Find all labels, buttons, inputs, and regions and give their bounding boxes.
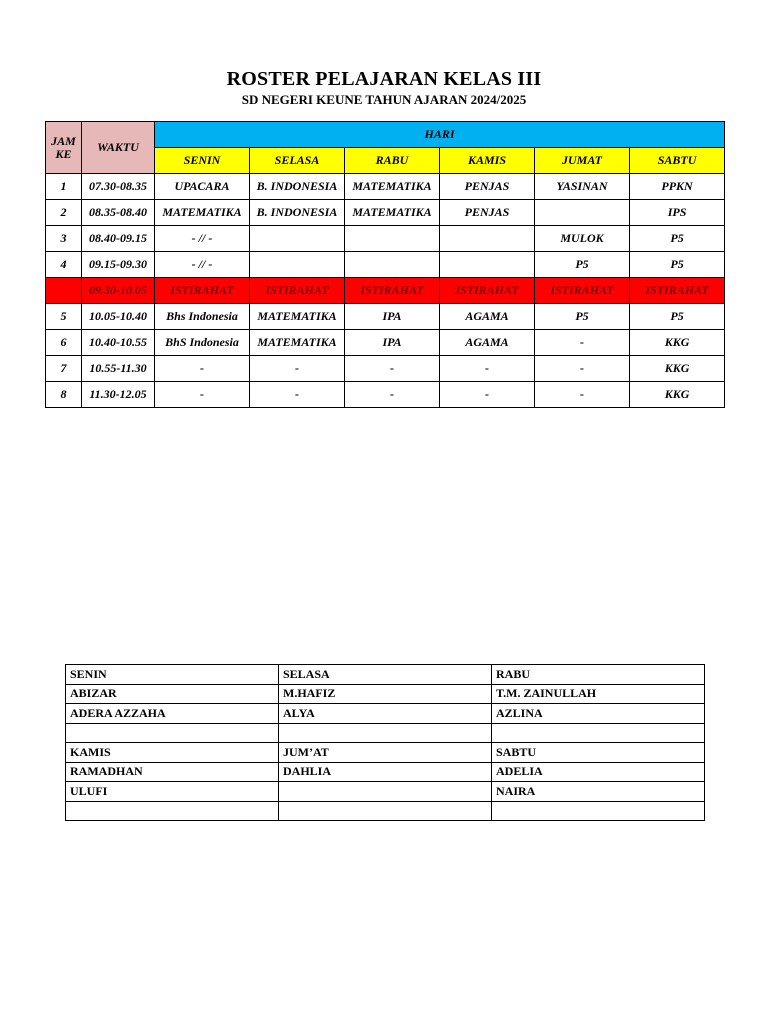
schedule-row bbox=[46, 200, 725, 226]
subject-cell: MATEMATIKA bbox=[345, 200, 440, 226]
duty-cell: RABU bbox=[492, 665, 705, 685]
day-header-sabtu: SABTU bbox=[630, 148, 725, 174]
subject-cell: AGAMA bbox=[440, 304, 535, 330]
subject-cell: KKG bbox=[630, 382, 725, 408]
duty-cell bbox=[66, 801, 279, 821]
subject-cell: IPA bbox=[345, 304, 440, 330]
duty-cell: KAMIS bbox=[66, 743, 279, 763]
duty-cell bbox=[279, 782, 492, 802]
duty-row bbox=[66, 782, 705, 802]
subject-cell: - // - bbox=[155, 252, 250, 278]
waktu-header: WAKTU bbox=[82, 122, 155, 174]
subject-cell: IPA bbox=[345, 330, 440, 356]
subject-cell bbox=[250, 252, 345, 278]
subject-cell: - bbox=[535, 356, 630, 382]
jam-cell: 4 bbox=[46, 252, 82, 278]
duty-cell: M.HAFIZ bbox=[279, 684, 492, 704]
subject-cell: P5 bbox=[535, 252, 630, 278]
subject-cell: - bbox=[345, 356, 440, 382]
jam-cell: 5 bbox=[46, 304, 82, 330]
day-header-rabu: RABU bbox=[345, 148, 440, 174]
subject-cell: - bbox=[250, 382, 345, 408]
subject-cell: PENJAS bbox=[440, 200, 535, 226]
subject-cell: B. INDONESIA bbox=[250, 174, 345, 200]
hari-header: HARI bbox=[155, 122, 725, 148]
duty-cell: ABIZAR bbox=[66, 684, 279, 704]
duty-row bbox=[66, 684, 705, 704]
duty-cell: RAMADHAN bbox=[66, 762, 279, 782]
waktu-cell: 11.30-12.05 bbox=[82, 382, 155, 408]
schedule-row bbox=[46, 382, 725, 408]
subject-cell bbox=[345, 252, 440, 278]
duty-cell: ADELIA bbox=[492, 762, 705, 782]
duty-row bbox=[66, 801, 705, 821]
schedule-row bbox=[46, 252, 725, 278]
subject-cell: ISTIRAHAT bbox=[250, 278, 345, 304]
duty-cell: SABTU bbox=[492, 743, 705, 763]
subject-cell bbox=[535, 200, 630, 226]
schedule-row bbox=[46, 304, 725, 330]
subject-cell: - bbox=[250, 356, 345, 382]
subject-cell: AGAMA bbox=[440, 330, 535, 356]
subject-cell: P5 bbox=[630, 226, 725, 252]
duty-row bbox=[66, 704, 705, 724]
duty-cell bbox=[492, 723, 705, 743]
subject-cell: MULOK bbox=[535, 226, 630, 252]
duty-cell: AZLINA bbox=[492, 704, 705, 724]
jam-ke-header: JAM KE bbox=[46, 122, 82, 174]
duty-cell: ALYA bbox=[279, 704, 492, 724]
page-title: ROSTER PELAJARAN KELAS III bbox=[226, 68, 542, 90]
subject-cell: - bbox=[535, 330, 630, 356]
jam-cell: 8 bbox=[46, 382, 82, 408]
subject-cell: ISTIRAHAT bbox=[535, 278, 630, 304]
duty-cell: SENIN bbox=[66, 665, 279, 685]
duty-cell: JUM’AT bbox=[279, 743, 492, 763]
jam-cell: 3 bbox=[46, 226, 82, 252]
duty-cell: ADERA AZZAHA bbox=[66, 704, 279, 724]
subject-cell: - // - bbox=[155, 226, 250, 252]
subject-cell: YASINAN bbox=[535, 174, 630, 200]
duty-cell: ULUFI bbox=[66, 782, 279, 802]
subject-cell: - bbox=[155, 356, 250, 382]
duty-cell bbox=[279, 723, 492, 743]
duty-cell: SELASA bbox=[279, 665, 492, 685]
waktu-cell: 10.55-11.30 bbox=[82, 356, 155, 382]
waktu-cell: 09.30-10.05 bbox=[82, 278, 155, 304]
subject-cell bbox=[440, 226, 535, 252]
jam-cell: 7 bbox=[46, 356, 82, 382]
duty-row bbox=[66, 762, 705, 782]
subject-cell: MATEMATIKA bbox=[345, 174, 440, 200]
day-header-selasa: SELASA bbox=[250, 148, 345, 174]
duty-row bbox=[66, 723, 705, 743]
waktu-cell: 10.40-10.55 bbox=[82, 330, 155, 356]
duty-cell bbox=[66, 723, 279, 743]
duty-row bbox=[66, 743, 705, 763]
page-subtitle: SD NEGERI KEUNE TAHUN AJARAN 2024/2025 bbox=[241, 92, 527, 107]
waktu-cell: 10.05-10.40 bbox=[82, 304, 155, 330]
subject-cell: P5 bbox=[630, 252, 725, 278]
break-row bbox=[46, 278, 725, 304]
roster-table bbox=[45, 121, 725, 408]
subject-cell: - bbox=[535, 382, 630, 408]
jam-cell bbox=[46, 278, 82, 304]
subject-cell: ISTIRAHAT bbox=[155, 278, 250, 304]
duty-cell: DAHLIA bbox=[279, 762, 492, 782]
subject-cell: BhS Indonesia bbox=[155, 330, 250, 356]
roster-header-row bbox=[46, 122, 725, 148]
day-header-senin: SENIN bbox=[155, 148, 250, 174]
subject-cell: ISTIRAHAT bbox=[440, 278, 535, 304]
subject-cell: IPS bbox=[630, 200, 725, 226]
schedule-row bbox=[46, 330, 725, 356]
jam-cell: 6 bbox=[46, 330, 82, 356]
subject-cell: - bbox=[345, 382, 440, 408]
subject-cell bbox=[345, 226, 440, 252]
subject-cell: MATEMATIKA bbox=[155, 200, 250, 226]
subject-cell: MATEMATIKA bbox=[250, 304, 345, 330]
duty-roster-table bbox=[65, 664, 705, 821]
subject-cell: P5 bbox=[630, 304, 725, 330]
jam-cell: 1 bbox=[46, 174, 82, 200]
subject-cell: KKG bbox=[630, 356, 725, 382]
waktu-cell: 08.35-08.40 bbox=[82, 200, 155, 226]
day-header-jumat: JUMAT bbox=[535, 148, 630, 174]
waktu-cell: 07.30-08.35 bbox=[82, 174, 155, 200]
subject-cell: - bbox=[440, 356, 535, 382]
waktu-cell: 08.40-09.15 bbox=[82, 226, 155, 252]
duty-cell bbox=[279, 801, 492, 821]
schedule-row bbox=[46, 356, 725, 382]
subject-cell: MATEMATIKA bbox=[250, 330, 345, 356]
subject-cell: P5 bbox=[535, 304, 630, 330]
subject-cell: - bbox=[440, 382, 535, 408]
subject-cell: - bbox=[155, 382, 250, 408]
duty-cell bbox=[492, 801, 705, 821]
subject-cell: UPACARA bbox=[155, 174, 250, 200]
duty-cell: NAIRA bbox=[492, 782, 705, 802]
subject-cell: PPKN bbox=[630, 174, 725, 200]
duty-cell: T.M. ZAINULLAH bbox=[492, 684, 705, 704]
subject-cell: PENJAS bbox=[440, 174, 535, 200]
subject-cell: ISTIRAHAT bbox=[345, 278, 440, 304]
duty-row bbox=[66, 665, 705, 685]
subject-cell bbox=[440, 252, 535, 278]
schedule-row bbox=[46, 174, 725, 200]
schedule-row bbox=[46, 226, 725, 252]
subject-cell: B. INDONESIA bbox=[250, 200, 345, 226]
subject-cell: Bhs Indonesia bbox=[155, 304, 250, 330]
subject-cell: ISTIRAHAT bbox=[630, 278, 725, 304]
day-header-kamis: KAMIS bbox=[440, 148, 535, 174]
subject-cell: KKG bbox=[630, 330, 725, 356]
jam-cell: 2 bbox=[46, 200, 82, 226]
subject-cell bbox=[250, 226, 345, 252]
waktu-cell: 09.15-09.30 bbox=[82, 252, 155, 278]
